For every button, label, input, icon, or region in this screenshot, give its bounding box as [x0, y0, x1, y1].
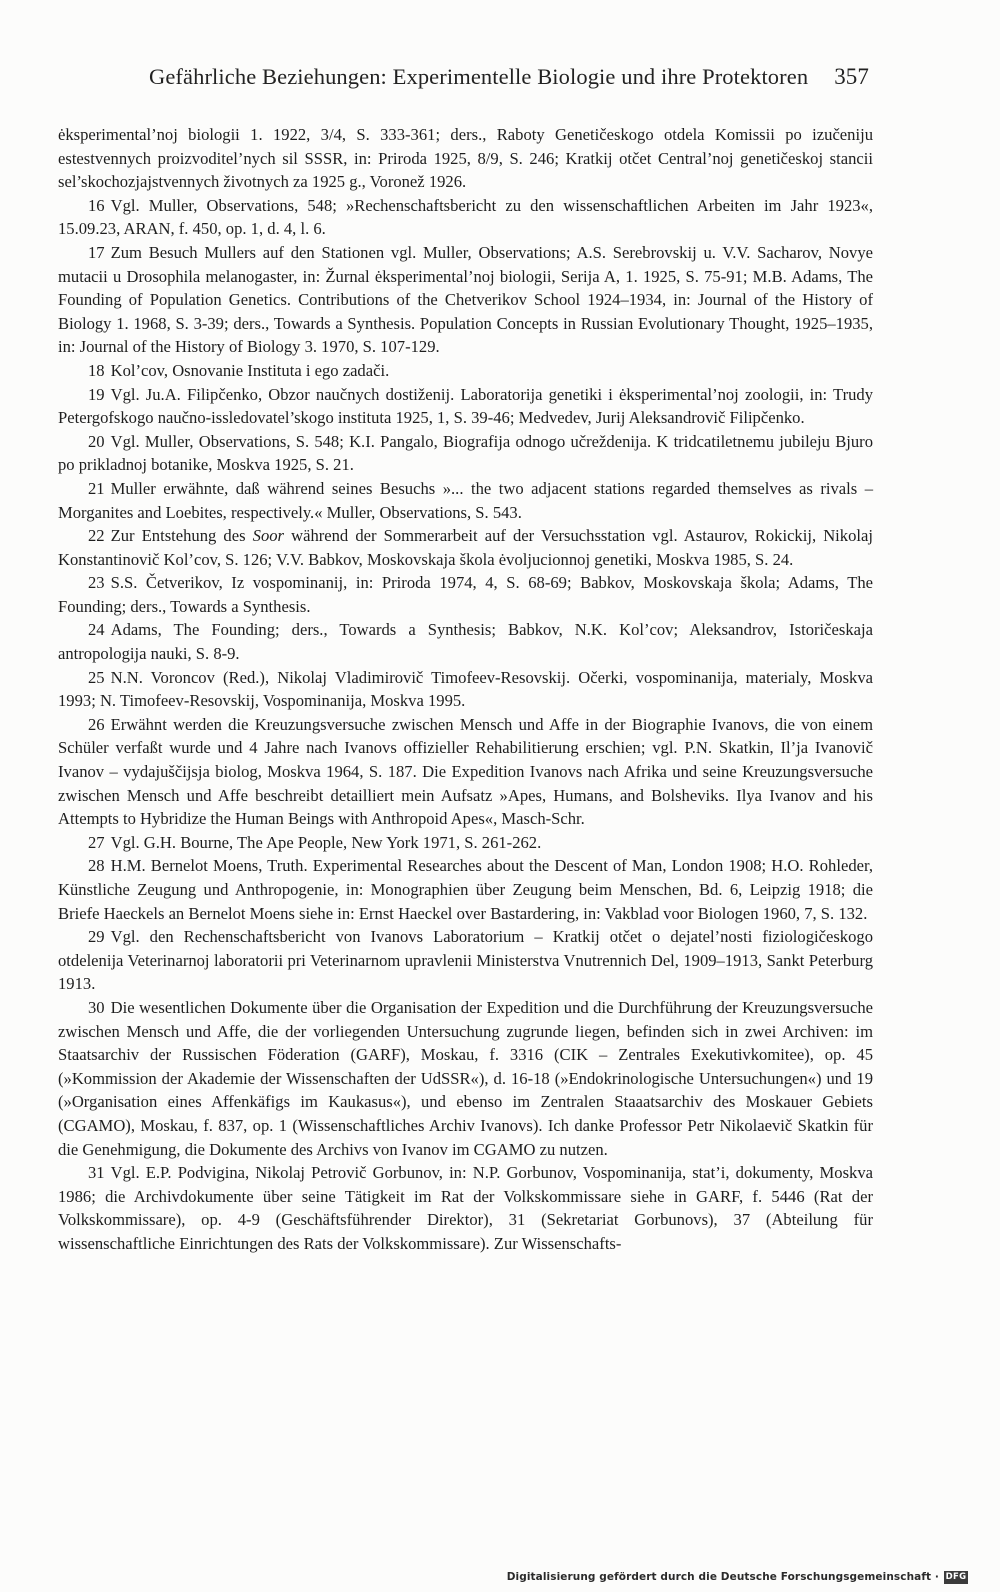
endnote-29: 29 Vgl. den Rechenschaftsbericht von Ivanovs Laboratorium – Kratkij otčet o dejatel’nosti fiziologičeskogo otdelenija Veterinarnoj laboratorii pri Veterinarnom upravlenii Ministerstva Vnutrennich Del, 1909–1913, Sankt Peterburg 1913. [58, 927, 873, 994]
endnote-number: 21 [88, 478, 105, 498]
endnote-26: 26 Erwähnt werden die Kreuzungsversuche zwischen Mensch und Affe in der Biographie Ivanovs, die von einem Schüler verfaßt wurde und 4 Jahre nach Ivanovs offizieller Rehabilitierung erschien; vgl. P.N. Skatkin, Il’ja Ivanovič Ivanov – vydajuščijsja biolog, Moskva 1964, S. 187. Die Expedition Ivanovs nach Afrika und seine Kreuzungsversuche zwischen Mensch und Affe beschreibt detailliert mein Aufsatz »Apes, Humans, and Bolsheviks. Ilya Ivanov and his Attempts to Hybridize the Human Beings with Anthropoid Apes«, Masch-Schr. [58, 714, 873, 829]
endnote-18: 18 Kol’cov, Osnovanie Instituta i ego zadači. [88, 360, 390, 380]
endnote-22: 22 Zur Entstehung des Soor während der Sommerarbeit auf der Versuchsstation vgl. Astaurov, Rokickij, Nikolaj Konstantinovič Kol’cov, S. 126; V.V. Babkov, Moskovskaja škola ėvoljucionnoj genetiki, Moskva 1985, S. 24. [58, 526, 873, 569]
endnote-number: 28 [88, 856, 105, 876]
endnote-31: 31 Vgl. E.P. Podvigina, Nikolaj Petrovič Gorbunov, in: N.P. Gorbunov, Vospominanija, stat’i, dokumenty, Moskva 1986; die Archivdokumente über seine Tätigkeit im Rat der Volkskommissare siehe in GARF, f. 5446 (Rat der Volkskommissare), op. 4-9 (Geschäftsführender Direktor), 31 (Sekretariat Gorbunovs), 37 (Abteilung für wissenschaftliche Einrichtungen des Rats der Volkskommissare). Zur Wissenschafts- [58, 1163, 873, 1253]
endnote-number: 27 [88, 832, 105, 852]
endnote-number: 25 [88, 667, 105, 687]
endnote-number: 26 [88, 714, 105, 734]
digitization-credit [507, 1569, 968, 1585]
endnote-17: 17 Zum Besuch Mullers auf den Stationen vgl. Muller, Observations; A.S. Serebrovskij u. V.V. Sacharov, Novye mutacii u Drosophila melanogaster, in: Žurnal ėksperimental’noj biologii, Serija A, 1. 1925, S. 75-91; M.B. Adams, The Founding of Population Genetics. Contributions of the Chetverikov School 1924–1934, in: Journal of the History of Biology 1. 1968, S. 3-39; ders., Towards a Synthesis. Population Concepts in Russian Evolutionary Thought, 1925–1935, in: Journal of the History of Biology 3. 1970, S. 107-129. [58, 242, 873, 357]
endnote-number: 17 [88, 242, 105, 262]
running-title: Gefährliche Beziehungen: Experimentelle Biologie und ihre Protektoren [149, 64, 809, 89]
endnote-27: 27 Vgl. G.H. Bourne, The Ape People, New York 1971, S. 261-262. [88, 832, 542, 852]
endnote-number: 20 [88, 431, 105, 451]
endnote-16: 16 Vgl. Muller, Observations, 548; »Rechenschaftsbericht zu den wissenschaftlichen Arbeiten im Jahr 1923«, 15.09.23, ARAN, f. 450, op. 1, d. 4, l. 6. [58, 195, 873, 239]
dfg-logo-icon: DFG [945, 1571, 967, 1582]
endnote-number: 18 [88, 360, 105, 380]
endnote-28: 28 H.M. Bernelot Moens, Truth. Experimental Researches about the Descent of Man, London 1908; H.O. Rohleder, Künstliche Zeugung und Anthropogenie, in: Monographien über Zeugung beim Menschen, Bd. 6, Leipzig 1918; die Briefe Haeckels an Bernelot Moens siehe in: Ernst Haeckel over Bastardering, in: Vakblad voor Biologen 1960, 7, S. 132. [58, 856, 873, 923]
endnote-23: 23 S.S. Četverikov, Iz vospominanij, in: Priroda 1974, 4, S. 68-69; Babkov, Moskovskaja škola; Adams, The Founding; ders., Towards a Synthesis. [58, 573, 873, 616]
endnote-number: 22 [88, 526, 105, 546]
endnote-19: 19 Vgl. Ju.A. Filipčenko, Obzor naučnych dostiženij. Laboratorija genetiki i ėksperimental’noj zoologii, in: Trudy Petergofskogo naučno-issledovatel’skogo instituta 1925, 1, S. 39-46; Medvedev, Jurij Aleksandrovič Filipčenko. [58, 384, 873, 428]
endnote-20: 20 Vgl. Muller, Observations, S. 548; K.I. Pangalo, Biografija odnogo učreždenija. K tridcatiletnemu jubileju Bjuro po prikladnoj botanike, Moskva 1925, S. 21. [58, 431, 873, 475]
endnote-continuation: ėksperimental’noj biologii 1. 1922, 3/4, S. 333-361; ders., Raboty Genetičeskogo otdela Komissii po izučeniju estestvennych proizvoditel’nych sil SSSR, in: Priroda 1925, 8/9, S. 246; Kratkij otčet Central’noj genetičeskoj stancii sel’skochozjajstvennych životnych za 1925 g., Voronež 1926. [58, 125, 873, 192]
endnote-number: 19 [88, 384, 105, 404]
italic-title: Soor [252, 526, 284, 546]
running-head [149, 64, 869, 100]
endnote-25: 25 N.N. Voroncov (Red.), Nikolaj Vladimirovič Timofeev-Resovskij. Očerki, vospominanija, materialy, Moskva 1993; N. Timofeev-Resovskij, Vospominanija, Moskva 1995. [58, 667, 873, 711]
credit-text: Digitalisierung gefördert durch die Deutsche Forschungsgemeinschaft · [506, 1571, 939, 1583]
endnote-number: 23 [88, 573, 105, 593]
endnote-24: 24 Adams, The Founding; ders., Towards a Synthesis; Babkov, N.K. Kol’cov; Aleksandrov, Istoričeskaja antropologija nauki, S. 8-9. [58, 620, 873, 664]
endnote-30: 30 Die wesentlichen Dokumente über die Organisation der Expedition und die Durchführung der Kreuzungsversuche zwischen Mensch und Affe, die der vorliegenden Untersuchung zugrunde liegen, befinden sich in zwei Archiven: im Staatsarchiv der Russischen Föderation (GARF), Moskau, f. 3316 (CIK – Zentrales Exekutivkomitee), op. 45 (»Kommission der Akademie der Wissenschaften der UdSSR«), d. 16-18 (»Endokrinologische Untersuchungen«) und 19 (»Organisation eines Affenkäfigs im Kaukasus«), und ebenso im Zentralen Staaatsarchiv des Moskauer Gebiets (CGAMO), Moskau, f. 837, op. 1 (Wissenschaftliches Archiv Ivanovs). Ich danke Professor Petr Nikolaevič Skatkin für die Genehmigung, die Dokumente des Archivs von Ivanov im CGAMO zu nutzen. [58, 997, 873, 1159]
endnote-number: 16 [88, 195, 105, 215]
endnote-number: 31 [88, 1163, 105, 1183]
endnote-number: 24 [88, 620, 105, 640]
endnote-number: 29 [88, 927, 105, 947]
endnotes [58, 123, 873, 1256]
page-number: 357 [834, 64, 869, 89]
endnote-number: 30 [88, 997, 105, 1017]
endnote-21: 21 Muller erwähnte, daß während seines Besuchs »... the two adjacent stations regarded themselves as rivals – Morganites and Loebites, respectively.« Muller, Observations, S. 543. [58, 478, 873, 522]
